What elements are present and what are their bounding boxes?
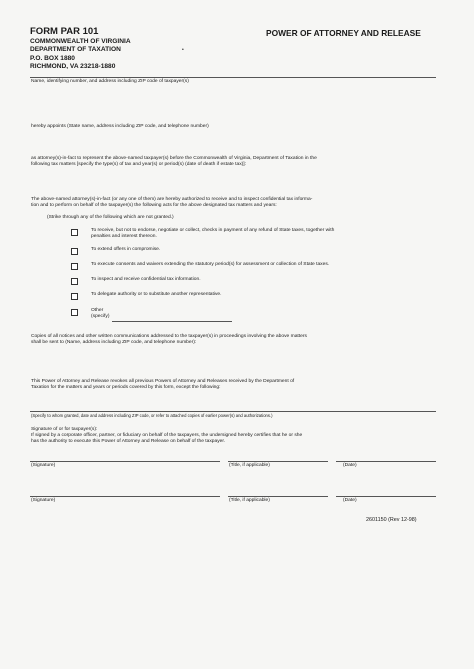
option-checkbox[interactable]	[71, 229, 78, 236]
exceptions-line[interactable]	[30, 411, 436, 412]
date-line[interactable]	[336, 496, 436, 497]
signature-paragraph: If signed by a corporate officer, partner, or fiduciary on behalf of the taxpayers, the undersigned hereby certifies that he or she has the authority to execute this Power of Attorney and Release on behalf of the taxpayer.	[31, 433, 303, 445]
title-label: (Title, if applicable)	[229, 463, 270, 468]
option-checkbox[interactable]	[71, 263, 78, 270]
agency-line: COMMONWEALTH OF VIRGINIA	[30, 37, 131, 45]
date-label: (Date)	[343, 498, 357, 503]
form-code: 2601150 (Rev 12-98)	[366, 517, 417, 523]
copies-paragraph: Copies of all notices and other written communications addressed to the taxpayer(s) in proceedings involving the above matters shall be sent to (Name, address including ZIP code, and telephone number):	[31, 334, 307, 346]
option-label: Other (specify)	[91, 308, 110, 320]
form-title: POWER OF ATTORNEY AND RELEASE	[266, 28, 421, 38]
option-checkbox[interactable]	[71, 309, 78, 316]
option-checkbox[interactable]	[71, 248, 78, 255]
signature-heading: Signature of or for taxpayer(s):	[31, 427, 98, 432]
signature-line[interactable]	[30, 461, 220, 462]
title-line[interactable]	[228, 496, 328, 497]
revokes-paragraph: This Power of Attorney and Release revokes all previous Powers of Attorney and Releases received by the Department of Taxation for the matters and years or periods covered by this form, except the following:	[31, 379, 295, 391]
title-label: (Title, if applicable)	[229, 498, 270, 503]
strike-note: (Strike through any of the following which are not granted.)	[47, 215, 174, 220]
agency-line: P.O. BOX 1880	[30, 54, 75, 62]
signature-label: (Signature)	[31, 463, 56, 468]
agency-line: RICHMOND, VA 23218-1880	[30, 63, 116, 71]
taxpayer-top-rule	[30, 77, 436, 78]
option-label: To receive, but not to endorse, negotiate or collect, checks in payment of any refund of State taxes, together with penalties and interest thereon.	[91, 228, 335, 240]
option-label: To delegate authority or to substitute another representative.	[91, 292, 222, 297]
taxpayer-label: Name, identifying number, and address including ZIP code of taxpayer(s)	[31, 79, 189, 84]
title-line[interactable]	[228, 461, 328, 462]
agency-line: DEPARTMENT OF TAXATION	[30, 46, 121, 54]
option-label: To inspect and receive confidential tax information.	[91, 277, 201, 282]
option-label: To execute consents and waivers extending the statutory period(s) for assessment or collection of State taxes.	[91, 262, 330, 267]
option-checkbox[interactable]	[71, 278, 78, 285]
authorized-paragraph: The above-named attorney(s)-in-fact (or any one of them) are hereby authorized to receive and to inspect confidential tax informa- tion and to perform on behalf of the taxpayer(s) the following acts for the above designated tax matters and years:	[31, 197, 313, 209]
other-specify-line[interactable]	[112, 321, 232, 322]
option-checkbox[interactable]	[71, 293, 78, 300]
option-label: To extend offers in compromise.	[91, 247, 161, 252]
attorney-paragraph: as attorney(s)-in-fact to represent the above-named taxpayer(s) before the Commonwealth of Virginia, Department of Taxation in the following tax matters [specify the type(s) of tax and year(s) or period(s) (date of death if estate tax)]:	[31, 156, 317, 168]
header-left	[30, 28, 131, 72]
date-label: (Date)	[343, 463, 357, 468]
signature-line[interactable]	[30, 496, 220, 497]
form-number: FORM PAR 101	[30, 26, 99, 37]
date-line[interactable]	[336, 461, 436, 462]
stray-mark: •	[182, 47, 184, 53]
specify-note: (Specify to whom granted, date and address including ZIP code, or refer to attached copies of earlier power(s) and authorizations.)	[31, 413, 273, 418]
appoints-label: hereby appoints (State name, address including ZIP code, and telephone number)	[31, 124, 209, 129]
signature-label: (Signature)	[31, 498, 56, 503]
